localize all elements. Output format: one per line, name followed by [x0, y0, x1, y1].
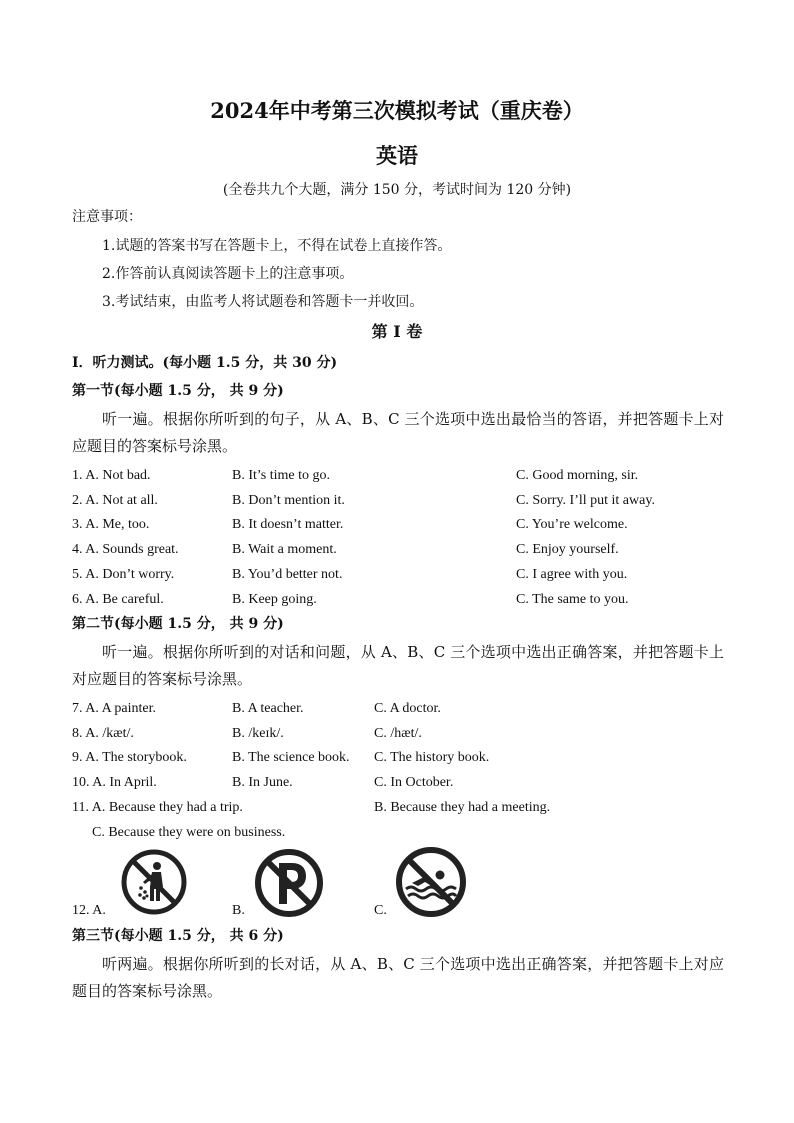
- q10-option-b: B. In June.: [232, 775, 293, 790]
- q11-option-c: C. Because they were on business.: [92, 825, 286, 840]
- q5-option-b: B. You’d better not.: [232, 567, 343, 582]
- q6-option-c: C. The same to you.: [516, 592, 629, 607]
- exam-info: (全卷共九个大题，满分 150 分，考试时间为 120 分钟): [222, 182, 572, 198]
- q9-option-a: 9. A. The storybook.: [72, 750, 187, 765]
- section2-title: 第二节(每小题 1.5 分， 共 9 分): [72, 616, 284, 632]
- q11-option-b: B. Because they had a meeting.: [374, 800, 551, 815]
- q7-option-c: C. A doctor.: [374, 701, 441, 716]
- q7-option-b: B. A teacher.: [232, 701, 304, 716]
- notice-label: 注意事项：: [72, 209, 142, 225]
- q6-option-b: B. Keep going.: [232, 592, 317, 607]
- no-littering-sign-icon: [121, 849, 187, 915]
- q9-option-b: B. The science book.: [232, 750, 350, 765]
- section1-title: 第一节(每小题 1.5 分， 共 9 分): [72, 383, 284, 399]
- q4-option-a: 4. A. Sounds great.: [72, 542, 179, 557]
- q1-option-a: 1. A. Not bad.: [72, 468, 151, 483]
- q5-option-a: 5. A. Don’t worry.: [72, 567, 175, 582]
- q12-option-b: B.: [232, 903, 245, 918]
- q12-option-a: 12. A.: [72, 903, 106, 918]
- q2-option-b: B. Don’t mention it.: [232, 493, 345, 508]
- q2-option-a: 2. A. Not at all.: [72, 493, 158, 508]
- q8-option-c: C. /hæt/.: [374, 726, 422, 741]
- section2-instruction: 听一遍。根据你所听到的对话和问题，从 A、B、C 三个选项中选出正确答案，并把答题卡上对应题目的答案标号涂黑。: [72, 643, 724, 688]
- q9-option-c: C. The history book.: [374, 750, 490, 765]
- q6-option-a: 6. A. Be careful.: [72, 592, 164, 607]
- q8-option-b: B. /keɪk/.: [232, 726, 284, 741]
- no-swimming-sign-icon: [396, 847, 466, 917]
- q5-option-c: C. I agree with you.: [516, 567, 628, 582]
- notice-item-1: 1.试题的答案书写在答题卡上，不得在试卷上直接作答。: [102, 238, 452, 254]
- q2-option-c: C. Sorry. I’ll put it away.: [516, 493, 655, 508]
- q4-option-c: C. Enjoy yourself.: [516, 542, 619, 557]
- q1-option-c: C. Good morning, sir.: [516, 468, 639, 483]
- no-parking-sign-icon: [255, 849, 323, 917]
- q10-option-a: 10. A. In April.: [72, 775, 157, 790]
- q3-option-c: C. You’re welcome.: [516, 517, 628, 532]
- notice-item-3: 3.考试结束，由监考人将试题卷和答题卡一并收回。: [102, 294, 424, 310]
- section1-instruction: 听一遍。根据你所听到的句子，从 A、B、C 三个选项中选出最恰当的答语，并把答题卡上对应题目的答案标号涂黑。: [72, 410, 724, 455]
- part1-title: Ⅰ．听力测试。(每小题 1.5 分，共 30 分): [72, 355, 338, 371]
- volume-title: 第 I 卷: [371, 322, 423, 341]
- notice-item-2: 2.作答前认真阅读答题卡上的注意事项。: [102, 266, 354, 282]
- section3-title: 第三节(每小题 1.5 分， 共 6 分): [72, 928, 284, 944]
- q7-option-a: 7. A. A painter.: [72, 701, 156, 716]
- q3-option-a: 3. A. Me, too.: [72, 517, 150, 532]
- q8-option-a: 8. A. /kæt/.: [72, 726, 134, 741]
- exam-title: 2024年中考第三次模拟考试（重庆卷）: [210, 98, 584, 123]
- subject-title: 英语: [376, 143, 418, 168]
- section3-instruction: 听两遍。根据你所听到的长对话，从 A、B、C 三个选项中选出正确答案，并把答题卡上对应题目的答案标号涂黑。: [72, 955, 724, 1000]
- q1-option-b: B. It’s time to go.: [232, 468, 330, 483]
- q10-option-c: C. In October.: [374, 775, 454, 790]
- q3-option-b: B. It doesn’t matter.: [232, 517, 344, 532]
- q11-option-a: 11. A. Because they had a trip.: [72, 800, 243, 815]
- q4-option-b: B. Wait a moment.: [232, 542, 337, 557]
- q12-option-c: C.: [374, 903, 387, 918]
